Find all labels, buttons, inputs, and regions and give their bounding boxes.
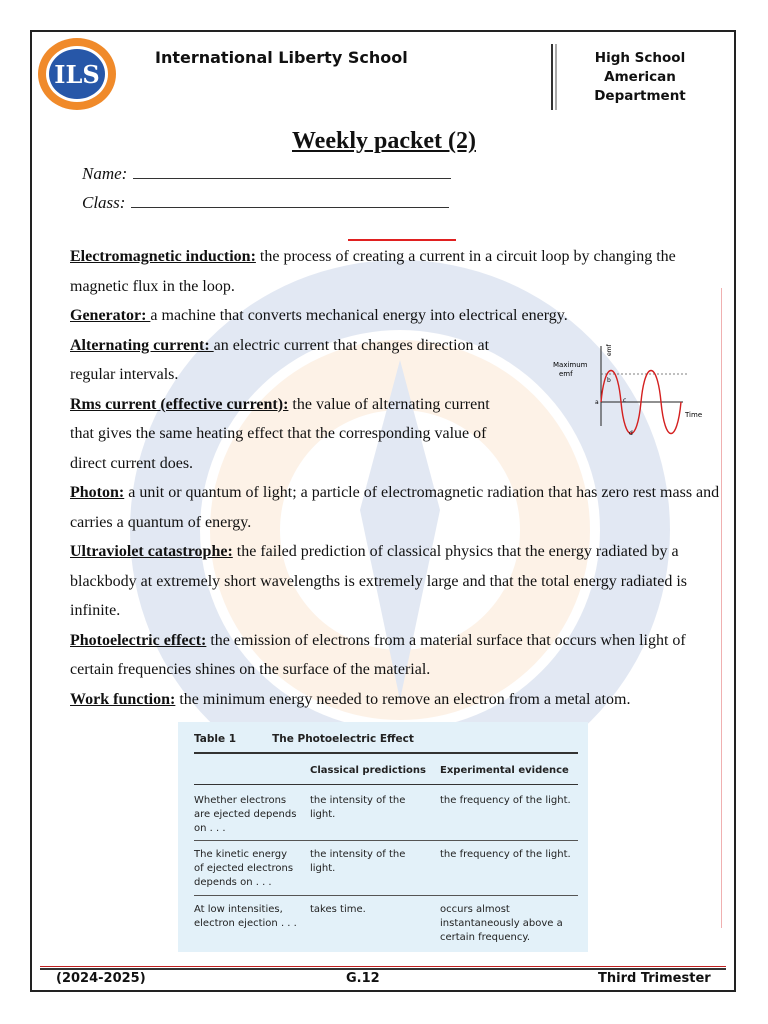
cell-line: the frequency of the light. [440,795,571,806]
department-line: Department [594,88,686,104]
definition-text: the emission of electrons from a material surface that occurs when light of certain frequencies shines on the surface of the material. [70,631,686,678]
definition-text: the minimum energy needed to remove an electron from a metal atom. [175,690,631,708]
definition-item [70,390,500,479]
column-header-experimental: Experimental evidence [440,765,569,776]
definition-term: Rms current (effective current): [70,395,289,413]
definition-text: the value of alternating current that gives the same heating effect that the corresponding value of direct current does. [70,395,490,472]
definition-text: an electric current that changes direction at regular intervals. [70,336,490,383]
cell-line: electron ejection . . . [194,918,297,929]
definition-item [70,626,726,685]
cell-line: At low intensities, [194,904,283,915]
definitions-list [70,242,726,714]
cell-line: the intensity of the [310,795,406,806]
department-line: High School [594,50,686,66]
table-header-rule [194,784,578,785]
name-line[interactable] [133,164,451,179]
cell-line: instantaneously above a [440,918,563,929]
school-logo [36,36,118,112]
table-cell-classical [310,903,366,917]
cell-line: the frequency of the light. [440,849,571,860]
point-label: b [607,377,611,384]
x-axis-label: Time [685,411,703,419]
table-cell-experimental [440,794,571,808]
table-cell-question [194,903,297,931]
definition-item [70,331,530,390]
definition-item [70,478,726,537]
table-cell-classical [310,848,405,876]
cell-line: The kinetic energy [194,849,288,860]
name-label: Name: [82,164,128,183]
footer-rule [40,968,726,970]
y-axis-label: emf [606,344,613,356]
header-divider [551,44,553,110]
column-header-classical: Classical predictions [310,765,426,776]
school-name: International Liberty School [155,48,408,67]
cell-line: are ejected depends [194,809,297,820]
table-caption [194,733,414,745]
department-block [565,49,715,106]
definition-term: Work function: [70,690,176,708]
cell-line: light. [310,863,336,874]
max-emf-label: Maximum [553,361,588,369]
cell-line: depends on . . . [194,877,272,888]
definition-term: Electromagnetic induction: [70,248,256,265]
definition-term: Alternating current: [70,336,214,354]
point-label: d [629,430,633,437]
footer-term: Third Trimester [598,971,711,986]
table-cell-experimental [440,848,571,862]
table-row-rule [194,895,578,896]
class-line[interactable] [131,193,449,208]
definition-term: Generator: [70,307,151,324]
footer-grade: G.12 [346,971,380,986]
point-label: a [595,399,599,406]
definition-text: a machine that converts mechanical energy into electrical energy. [150,307,568,324]
page-title: Weekly packet (2) [292,128,476,154]
cell-line: Whether electrons [194,795,287,806]
cell-line: certain frequency. [440,932,531,943]
point-label: c [623,397,627,404]
definition-text: a unit or quantum of light; a particle of electromagnetic radiation that has zero rest mass and carries a quantum of energy. [70,484,720,531]
red-underline [348,239,456,241]
table-number: Table 1 [194,733,237,745]
ac-emf-graph [545,340,715,440]
table-cell-experimental [440,903,563,945]
cell-line: takes time. [310,904,366,915]
definition-item [70,301,726,331]
definition-text: the process of creating a current in a circuit loop by changing the magnetic flux in the loop. [70,248,676,295]
max-emf-label: emf [559,370,573,378]
definition-item [70,537,726,626]
class-label: Class: [82,193,126,212]
table-row-rule [194,840,578,841]
photoelectric-table [178,722,588,952]
footer-rule-red [40,966,726,967]
logo-text: ILS [54,60,100,89]
table-cell-question [194,794,296,836]
cell-line: occurs almost [440,904,510,915]
name-field[interactable] [82,164,451,184]
department-line: American [604,69,676,85]
definition-term: Ultraviolet catastrophe: [70,543,233,560]
definition-term: Photoelectric effect: [70,631,207,649]
definition-term: Photon: [70,484,125,501]
definition-item [70,242,726,301]
cell-line: the intensity of the [310,849,406,860]
table-cell-classical [310,794,405,822]
table-top-rule [194,752,578,754]
table-title: The Photoelectric Effect [272,733,414,745]
table-cell-question [194,848,293,890]
cell-line: on . . . [194,823,226,834]
footer-year: (2024-2025) [56,971,146,986]
definition-item [70,685,726,715]
class-field[interactable] [82,193,449,213]
definition-text: the failed prediction of classical physics that the energy radiated by a blackbody at extremely short wavelengths is extremely large and that the total energy radiated is infinite. [70,543,687,619]
cell-line: light. [310,809,336,820]
cell-line: of ejected electrons [194,863,294,874]
